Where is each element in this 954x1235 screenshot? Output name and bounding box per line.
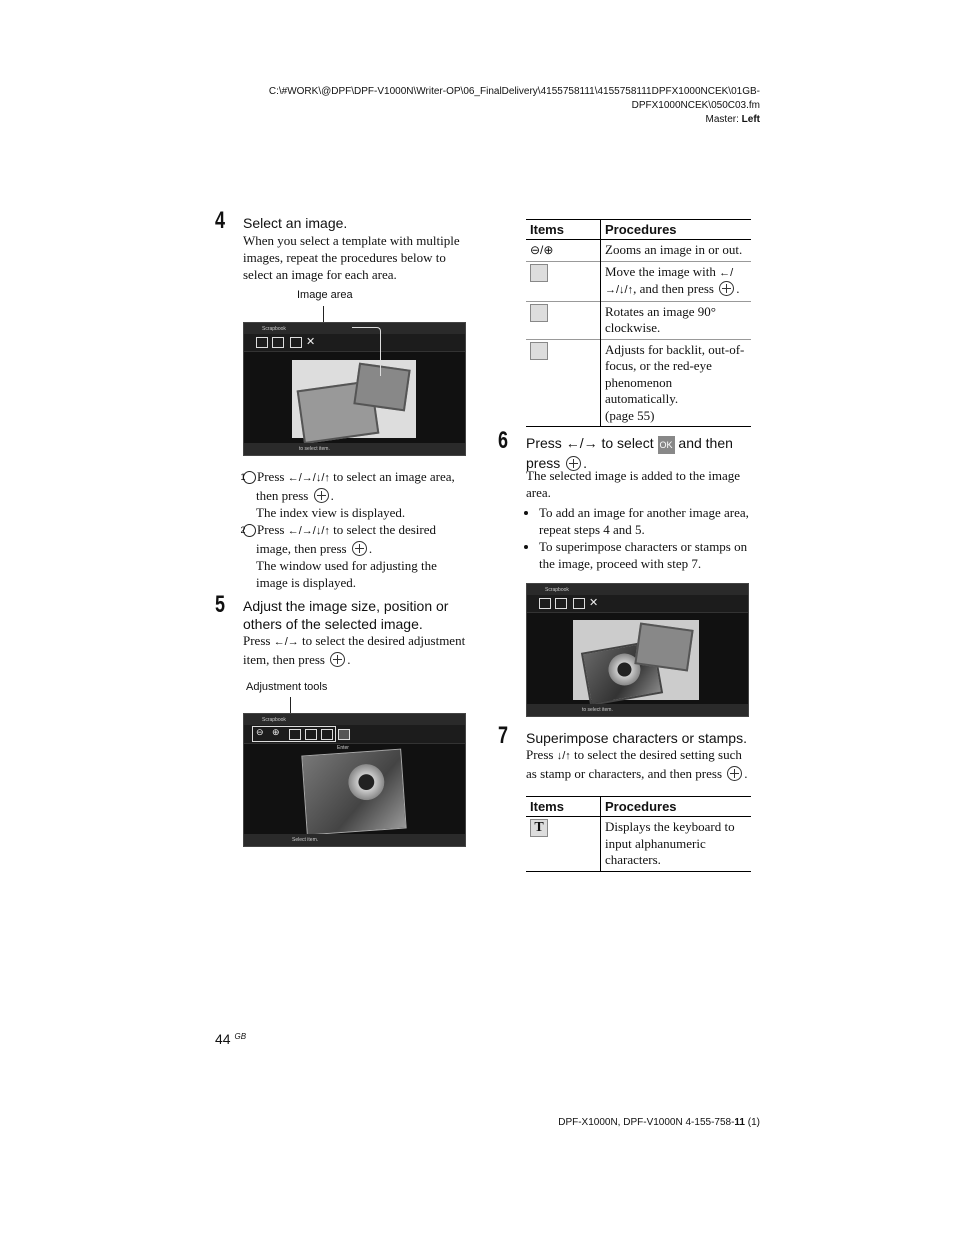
callout-bracket [352,327,381,376]
step-5-description: Press ←/→ to select the desired adjustment item, then press . [243,633,466,667]
model-footer: DPF-X1000N, DPF-V1000N 4-155-758-11 (1) [558,1117,760,1128]
step-6-description: The selected image is added to the image area. [526,468,741,500]
sunflower [347,763,385,801]
close-icon: ✕ [589,597,599,609]
step-6-title: Press ←/→ to select OK and then press . [526,435,733,471]
step-6-number: 6 [498,427,509,454]
enter-icon [314,488,329,503]
enter-icon [330,652,345,667]
path-line-2: DPFX1000NCEK\050C03.fm [631,100,760,111]
step-4-substeps [240,468,471,591]
ok-icon [338,729,350,740]
step-4-number: 4 [215,207,226,234]
auto-adjust-icon [321,729,333,740]
zoom-icon: ⊖/⊕ [530,243,554,257]
step-7-description: Press ↓/↑ to select the desired setting such as stamp or characters, and then press . [526,747,748,781]
text-icon: T [530,819,548,837]
template-icon [539,598,551,609]
hand-icon [530,264,548,282]
screenshot-adjustment-tools: Scrapbook ⊖ ⊕ Enter Select item. [243,713,466,847]
zoom-out-icon: ⊖ [256,727,264,737]
enter-icon [727,766,742,781]
list-item: • To superimpose characters or stamps on the image, proceed with step 7. [539,538,751,572]
page-number: 44 $^{GB}$ [215,1031,247,1047]
image-area-callout: Image area [297,289,353,301]
auto-adjust-icon [530,342,548,360]
list-item: • To add an image for another image area, repeat steps 4 and 5. [539,504,751,538]
file-path-header [269,85,760,127]
enter-icon [719,281,734,296]
screenshot-image-area: Scrapbook ✕ to select item. [243,322,466,456]
rotate-icon [305,729,317,740]
screen-title: Scrapbook [262,326,286,332]
ok-icon: OK [658,436,675,454]
hand-icon [289,729,301,740]
template-canvas [573,620,699,700]
step-5-number: 5 [215,591,226,618]
substep-1: 1 Press ←/→/↓/↑ to select an image area, then press . [240,469,455,503]
step-7-title: Superimpose characters or stamps. [526,730,747,746]
stamp-items-table: Items Procedures T Displays the keyboard to input alphanumeric characters. [526,796,751,872]
save-icon [573,598,585,609]
screenshot-added-image: Scrapbook ✕ to select item. [526,583,749,717]
save-icon [290,337,302,348]
substep-2: 2 Press ←/→/↓/↑ to select the desired image, then press . [240,522,437,556]
rotate-icon [530,304,548,322]
table-row: T Displays the keyboard to input alphanumeric characters. [526,817,751,872]
template-icon [256,337,268,348]
table-row: Adjusts for backlit, out-of-focus, or the red-eye phenomenon automatically. (page 55) [526,339,751,427]
step-4-title: Select an image. [243,215,348,231]
adjustment-tools-callout: Adjustment tools [246,681,328,693]
stamp-icon [272,337,284,348]
step-6-bullets [526,504,751,572]
substep-2-result: The window used for adjusting the image is displayed. [256,558,437,590]
close-icon: ✕ [306,336,316,348]
zoom-in-icon: ⊕ [272,727,280,737]
step-5-title: Adjust the image size, position or others of the selected image. [243,598,449,632]
master-line: Master: Left [705,114,760,125]
path-line-1: C:\#WORK\@DPF\DPF-V1000N\Writer-OP\06_FinalDelivery\4155758111\4155758111DPFX1000NCEK\01GB- [268,86,760,97]
sunflower-photo [301,749,406,836]
table-row: Move the image with ←/→/↓/↑, and then press . [526,261,751,301]
image-area-frame-2 [634,622,693,671]
table-row: ⊖/⊕ Zooms an image in or out. [526,240,751,262]
adjustment-items-table: Items Procedures ⊖/⊕ Zooms an image in or out. Move the image with ←/→/↓/↑, and then press . Rotates an image 90° clockwise. Adjusts for backlit, out-of-focus, or the red-eye phenomenon automatically. (page 55) [526,219,751,427]
table-row: Rotates an image 90° clockwise. [526,301,751,339]
stamp-icon [555,598,567,609]
step-4-description: When you select a template with multiple images, repeat the procedures below to select an image for each area. [243,233,460,282]
step-7-number: 7 [498,722,509,749]
enter-icon [352,541,367,556]
substep-1-result: The index view is displayed. [256,505,406,520]
